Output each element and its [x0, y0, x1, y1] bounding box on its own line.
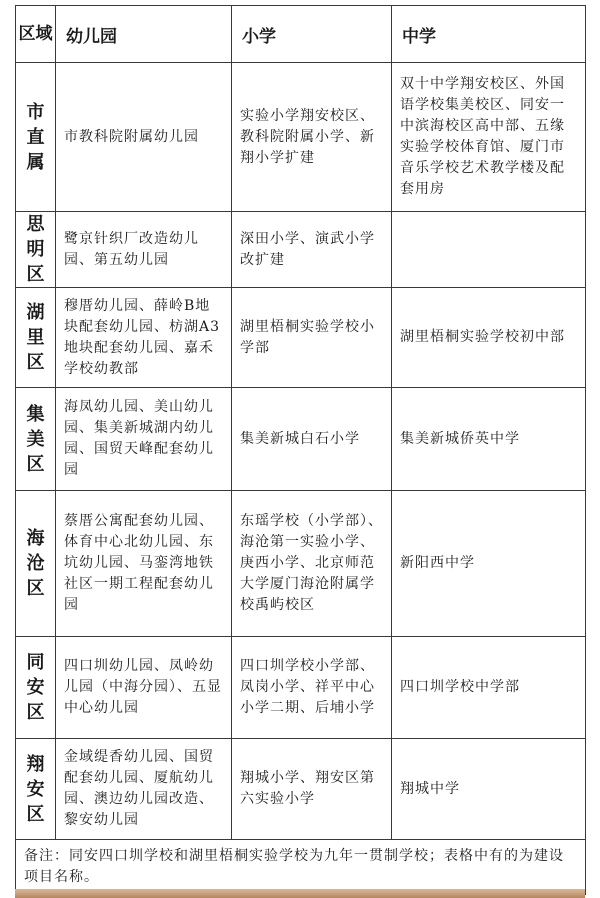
region-char: 区 [26, 453, 45, 475]
region-char: 思 [26, 214, 45, 235]
region-char: 市 [26, 101, 45, 123]
kindergarten-cell: 海凤幼儿园、美山幼儿园、集美新城湖内幼儿园、国贸天峰配套幼儿园 [56, 388, 232, 491]
kindergarten-cell: 穆厝幼儿园、薛岭B地块配套幼儿园、枋湖A3地块配套幼儿园、嘉禾学校幼教部 [56, 288, 232, 388]
region-char: 翔 [26, 753, 45, 775]
kindergarten-cell: 四口圳幼儿园、凤岭幼儿园（中海分园）、五显中心幼儿园 [56, 637, 232, 739]
region-cell [16, 739, 56, 840]
region-char: 集 [26, 403, 45, 425]
region-char: 沧 [26, 553, 45, 574]
table-row [16, 63, 586, 212]
region-cell [16, 288, 56, 388]
region-cell [16, 212, 56, 288]
region-char: 湖 [26, 302, 45, 323]
region-char: 区 [26, 702, 45, 723]
kindergarten-cell: 金域缇香幼儿园、国贸配套幼儿园、厦航幼儿园、澳边幼儿园改造、黎安幼儿园 [56, 739, 232, 840]
region-char: 属 [26, 151, 45, 173]
kindergarten-cell: 市教科院附属幼儿园 [56, 63, 232, 212]
primary-cell: 集美新城白石小学 [232, 388, 392, 491]
header-region [16, 6, 56, 63]
middle-cell: 双十中学翔安校区、外国语学校集美校区、同安一中滨海校区高中部、五缘实验学校体育馆、厦门市音乐学校艺术教学楼及配套用房 [392, 63, 586, 212]
region-cell [16, 63, 56, 212]
primary-cell: 翔城小学、翔安区第六实验小学 [232, 739, 392, 840]
region-char: 里 [26, 327, 45, 348]
table-header-row [16, 6, 586, 63]
region-char: 明 [26, 239, 45, 260]
table-row [16, 637, 586, 739]
region-char: 区 [26, 352, 45, 373]
primary-cell: 湖里梧桐实验学校小学部 [232, 288, 392, 388]
region-char: 区 [26, 578, 45, 599]
header-region-text: 区域 [18, 24, 53, 44]
table-row [16, 491, 586, 637]
table-row [16, 388, 586, 491]
table-row [16, 288, 586, 388]
table-row [16, 739, 586, 840]
note-row [16, 840, 586, 895]
table-row [16, 212, 586, 288]
table-note: 备注：同安四口圳学校和湖里梧桐实验学校为九年一贯制学校；表格中有的为建设项目名称。 [16, 840, 586, 895]
region-char: 同 [26, 652, 45, 673]
middle-cell: 四口圳学校中学部 [392, 637, 586, 739]
middle-cell: 集美新城侨英中学 [392, 388, 586, 491]
school-projects-table [15, 5, 586, 895]
primary-cell: 四口圳学校小学部、凤岗小学、祥平中心小学二期、后埔小学 [232, 637, 392, 739]
header-kindergarten: 幼儿园 [56, 6, 232, 63]
decorative-bottom-strip [15, 889, 585, 898]
region-char: 安 [26, 677, 45, 698]
region-cell [16, 491, 56, 637]
region-cell [16, 388, 56, 491]
primary-cell: 东瑶学校（小学部）、海沧第一实验小学、庚西小学、北京师范大学厦门海沧附属学校禹屿校区 [232, 491, 392, 637]
middle-cell [392, 212, 586, 288]
kindergarten-cell: 鹭京针织厂改造幼儿园、第五幼儿园 [56, 212, 232, 288]
middle-cell: 湖里梧桐实验学校初中部 [392, 288, 586, 388]
kindergarten-cell: 蔡厝公寓配套幼儿园、体育中心北幼儿园、东坑幼儿园、马銮湾地铁社区一期工程配套幼儿园 [56, 491, 232, 637]
school-projects-table-sheet [15, 5, 585, 891]
middle-cell: 翔城中学 [392, 739, 586, 840]
region-char: 区 [26, 803, 45, 825]
region-char: 直 [26, 126, 45, 148]
header-middle: 中学 [392, 6, 586, 63]
region-char: 区 [26, 264, 45, 285]
primary-cell: 深田小学、演武小学改扩建 [232, 212, 392, 288]
header-primary: 小学 [232, 6, 392, 63]
region-cell [16, 637, 56, 739]
region-char: 美 [26, 428, 45, 450]
middle-cell: 新阳西中学 [392, 491, 586, 637]
primary-cell: 实验小学翔安校区、教科院附属小学、新翔小学扩建 [232, 63, 392, 212]
region-char: 安 [26, 778, 45, 800]
region-char: 海 [26, 528, 45, 549]
